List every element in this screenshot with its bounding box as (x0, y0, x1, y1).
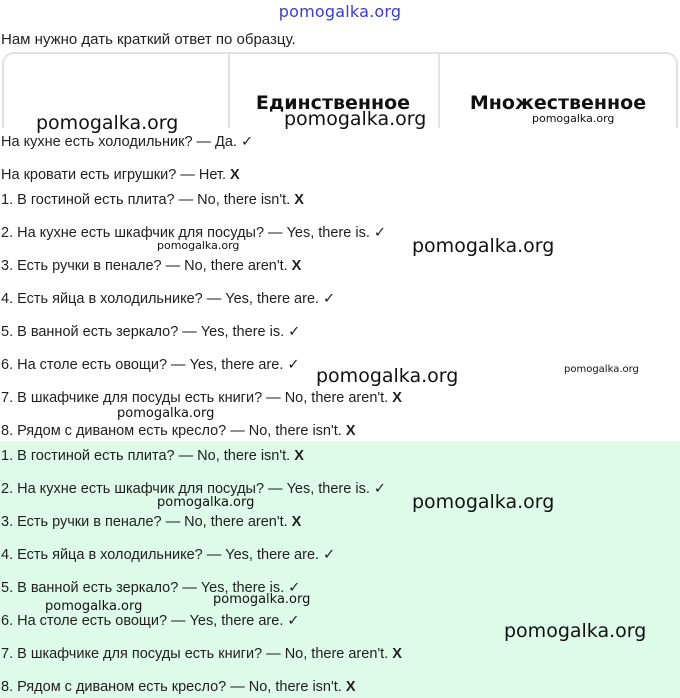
answer-line (1, 645, 402, 663)
cross-mark-icon: X (291, 514, 302, 530)
exercise-text: 7. В шкафчике для посуды есть книги? — No, there aren't. (1, 390, 389, 406)
cross-mark-icon: X (392, 390, 402, 406)
watermark: pomogalka.org (157, 239, 240, 252)
example-text: На кровати есть игрушки? — Нет. (1, 167, 226, 183)
watermark: pomogalka.org (213, 592, 311, 607)
check-mark-icon: ✓ (287, 613, 300, 629)
watermark: pomogalka.org (532, 112, 615, 125)
check-mark-icon: ✓ (240, 134, 254, 150)
check-mark-icon: ✓ (288, 324, 301, 340)
exercise-line (1, 257, 301, 275)
table-header-singular: Единственное (255, 92, 411, 114)
check-mark-icon: ✓ (288, 580, 301, 596)
table-header-plural: Множественное (469, 92, 647, 114)
check-mark-icon: ✓ (373, 481, 387, 497)
example-line (1, 133, 253, 151)
exercise-text: 3. Есть ручки в пенале? — No, there aren't. (1, 258, 288, 274)
watermark: pomogalka.org (412, 235, 555, 257)
exercise-line (1, 191, 304, 209)
watermark: pomogalka.org (117, 406, 215, 421)
watermark: pomogalka.org (157, 495, 255, 510)
example-line (1, 166, 240, 184)
answer-text: 3. Есть ручки в пенале? — No, there aren't. (1, 514, 288, 530)
cross-mark-icon: X (229, 167, 240, 183)
watermark: pomogalka.org (45, 599, 143, 614)
exercise-section (0, 128, 680, 441)
answer-text: 5. В ванной есть зеркало? — Yes, there is. (1, 580, 285, 596)
exercise-text: 1. В гостиной есть плита? — No, there isn't. (1, 192, 291, 208)
task-instruction: Нам нужно дать краткий ответ по образцу. (1, 31, 296, 48)
answer-text: 2. На кухне есть шкафчик для посуды? — Yes, there is. (1, 481, 370, 497)
watermark: pomogalka.org (316, 365, 459, 387)
answer-text: 4. Есть яйца в холодильнике? — Yes, there are. (1, 547, 320, 563)
exercise-text: 5. В ванной есть зеркало? — Yes, there is. (1, 324, 285, 340)
answer-text: 7. В шкафчике для посуды есть книги? — No, there aren't. (1, 646, 389, 662)
cross-mark-icon: X (345, 679, 356, 695)
answer-line (1, 447, 304, 465)
answer-text: 1. В гостиной есть плита? — No, there isn't. (1, 448, 291, 464)
site-header (0, 0, 680, 24)
exercise-text: 8. Рядом с диваном есть кресло? — No, there isn't. (1, 423, 342, 439)
exercise-line (1, 323, 300, 341)
cross-mark-icon: X (294, 448, 304, 464)
answer-line (1, 546, 335, 564)
watermark: pomogalka.org (36, 112, 179, 134)
exercise-text: 4. Есть яйца в холодильнике? — Yes, there are. (1, 291, 320, 307)
cross-mark-icon: X (392, 646, 402, 662)
exercise-line (1, 389, 402, 407)
answer-line (1, 513, 301, 531)
site-name[interactable]: pomogalka.org (278, 2, 402, 21)
check-mark-icon: ✓ (323, 291, 336, 307)
example-text: На кухне есть холодильник? — Да. (1, 134, 237, 150)
answer-section (0, 441, 680, 698)
check-mark-icon: ✓ (323, 547, 336, 563)
watermark: pomogalka.org (504, 620, 647, 642)
answer-text: 8. Рядом с диваном есть кресло? — No, there isn't. (1, 679, 342, 695)
cross-mark-icon: X (345, 423, 356, 439)
exercise-line (1, 356, 300, 374)
answer-line (1, 612, 300, 630)
watermark: pomogalka.org (284, 108, 427, 130)
watermark: pomogalka.org (412, 491, 555, 513)
exercise-line (1, 422, 355, 440)
check-mark-icon: ✓ (287, 357, 300, 373)
cross-mark-icon: X (294, 192, 304, 208)
exercise-text: 6. На столе есть овощи? — Yes, there are. (1, 357, 284, 373)
cross-mark-icon: X (291, 258, 302, 274)
check-mark-icon: ✓ (373, 225, 387, 241)
answer-line (1, 678, 355, 696)
answer-text: 6. На столе есть овощи? — Yes, there are. (1, 613, 284, 629)
exercise-line (1, 290, 335, 308)
watermark: pomogalka.org (564, 364, 639, 375)
exercise-text: 2. На кухне есть шкафчик для посуды? — Yes, there is. (1, 225, 370, 241)
